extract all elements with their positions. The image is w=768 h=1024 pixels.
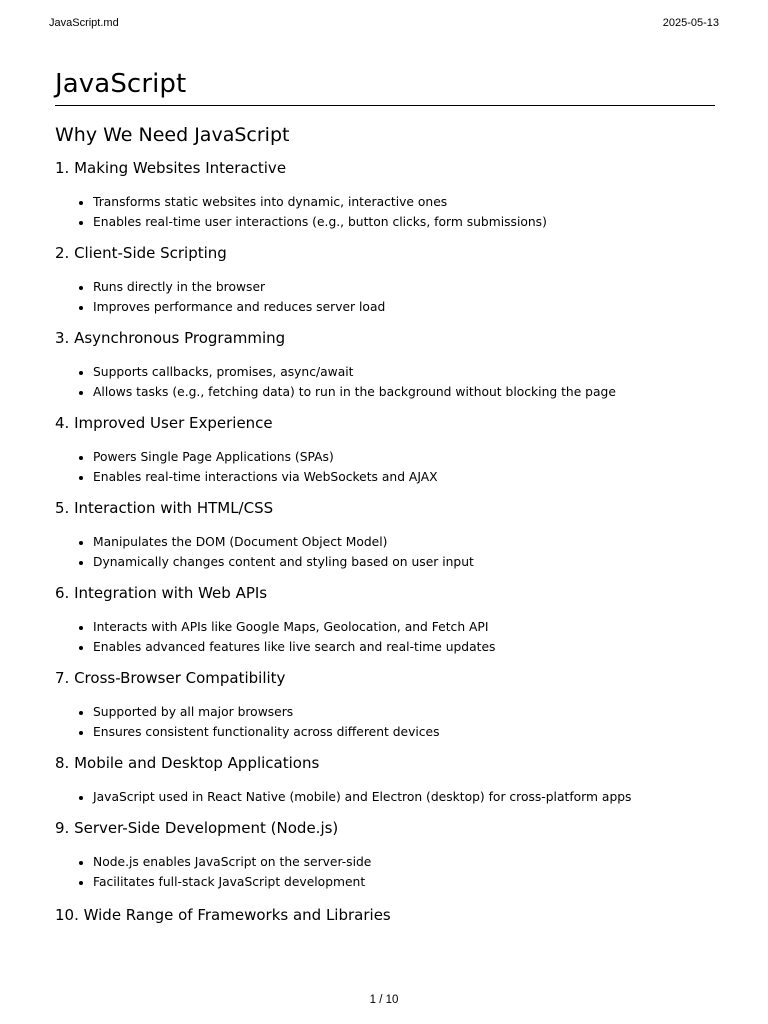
list-item: • Allows tasks (e.g., fetching data) to run in the background without blocking the page — [93, 382, 715, 402]
section — [55, 329, 715, 402]
list-item: • Enables advanced features like live search and real-time updates — [93, 637, 715, 657]
bullet-list — [55, 787, 715, 807]
list-item: • Powers Single Page Applications (SPAs) — [93, 447, 715, 467]
bullet-list — [55, 447, 715, 487]
section — [55, 584, 715, 657]
document-body — [55, 68, 715, 925]
bullet-list — [55, 617, 715, 657]
section — [55, 499, 715, 572]
bullet-list — [55, 532, 715, 572]
section — [55, 906, 715, 925]
section-heading: 6. Integration with Web APIs — [55, 584, 268, 602]
section — [55, 244, 715, 317]
section-heading: 4. Improved User Experience — [55, 414, 273, 432]
list-item: • Transforms static websites into dynamic, interactive ones — [93, 192, 715, 212]
section-heading: 1. Making Websites Interactive — [55, 159, 287, 177]
section-heading: 3. Asynchronous Programming — [55, 329, 286, 347]
list-item: • Dynamically changes content and styling based on user input — [93, 552, 715, 572]
section-heading: 8. Mobile and Desktop Applications — [55, 754, 320, 772]
list-item: • Enables real-time user interactions (e.g., button clicks, form submissions) — [93, 212, 715, 232]
section — [55, 159, 715, 232]
page-indicator: 1 / 10 — [369, 994, 399, 1006]
list-item: • Enables real-time interactions via WebSockets and AJAX — [93, 467, 715, 487]
list-item: • Improves performance and reduces server load — [93, 297, 715, 317]
section — [55, 819, 715, 892]
section-subtitle: Why We Need JavaScript — [55, 124, 290, 146]
bullet-list — [55, 192, 715, 232]
bullet-list — [55, 702, 715, 742]
section — [55, 414, 715, 487]
header-date: 2025-05-13 — [662, 17, 719, 29]
list-item: • Interacts with APIs like Google Maps, Geolocation, and Fetch API — [93, 617, 715, 637]
list-item: • Node.js enables JavaScript on the server-side — [93, 852, 715, 872]
bullet-list — [55, 277, 715, 317]
section-heading: 9. Server-Side Development (Node.js) — [55, 819, 339, 837]
section-heading: 2. Client-Side Scripting — [55, 244, 227, 262]
header-filename: JavaScript.md — [49, 17, 119, 29]
list-item: • Supported by all major browsers — [93, 702, 715, 722]
section-heading: 7. Cross-Browser Compatibility — [55, 669, 286, 687]
list-item: • JavaScript used in React Native (mobile) and Electron (desktop) for cross-platform apps — [93, 787, 715, 807]
bullet-list — [55, 852, 715, 892]
list-item: • Ensures consistent functionality across different devices — [93, 722, 715, 742]
section-heading: 5. Interaction with HTML/CSS — [55, 499, 274, 517]
section — [55, 754, 715, 807]
section-heading: 10. Wide Range of Frameworks and Libraries — [55, 906, 391, 924]
section — [55, 669, 715, 742]
document-title: JavaScript — [55, 68, 715, 106]
bullet-list — [55, 362, 715, 402]
list-item: • Supports callbacks, promises, async/await — [93, 362, 715, 382]
list-item: • Facilitates full-stack JavaScript development — [93, 872, 715, 892]
list-item: • Runs directly in the browser — [93, 277, 715, 297]
sections-container — [55, 159, 715, 925]
list-item: • Manipulates the DOM (Document Object Model) — [93, 532, 715, 552]
